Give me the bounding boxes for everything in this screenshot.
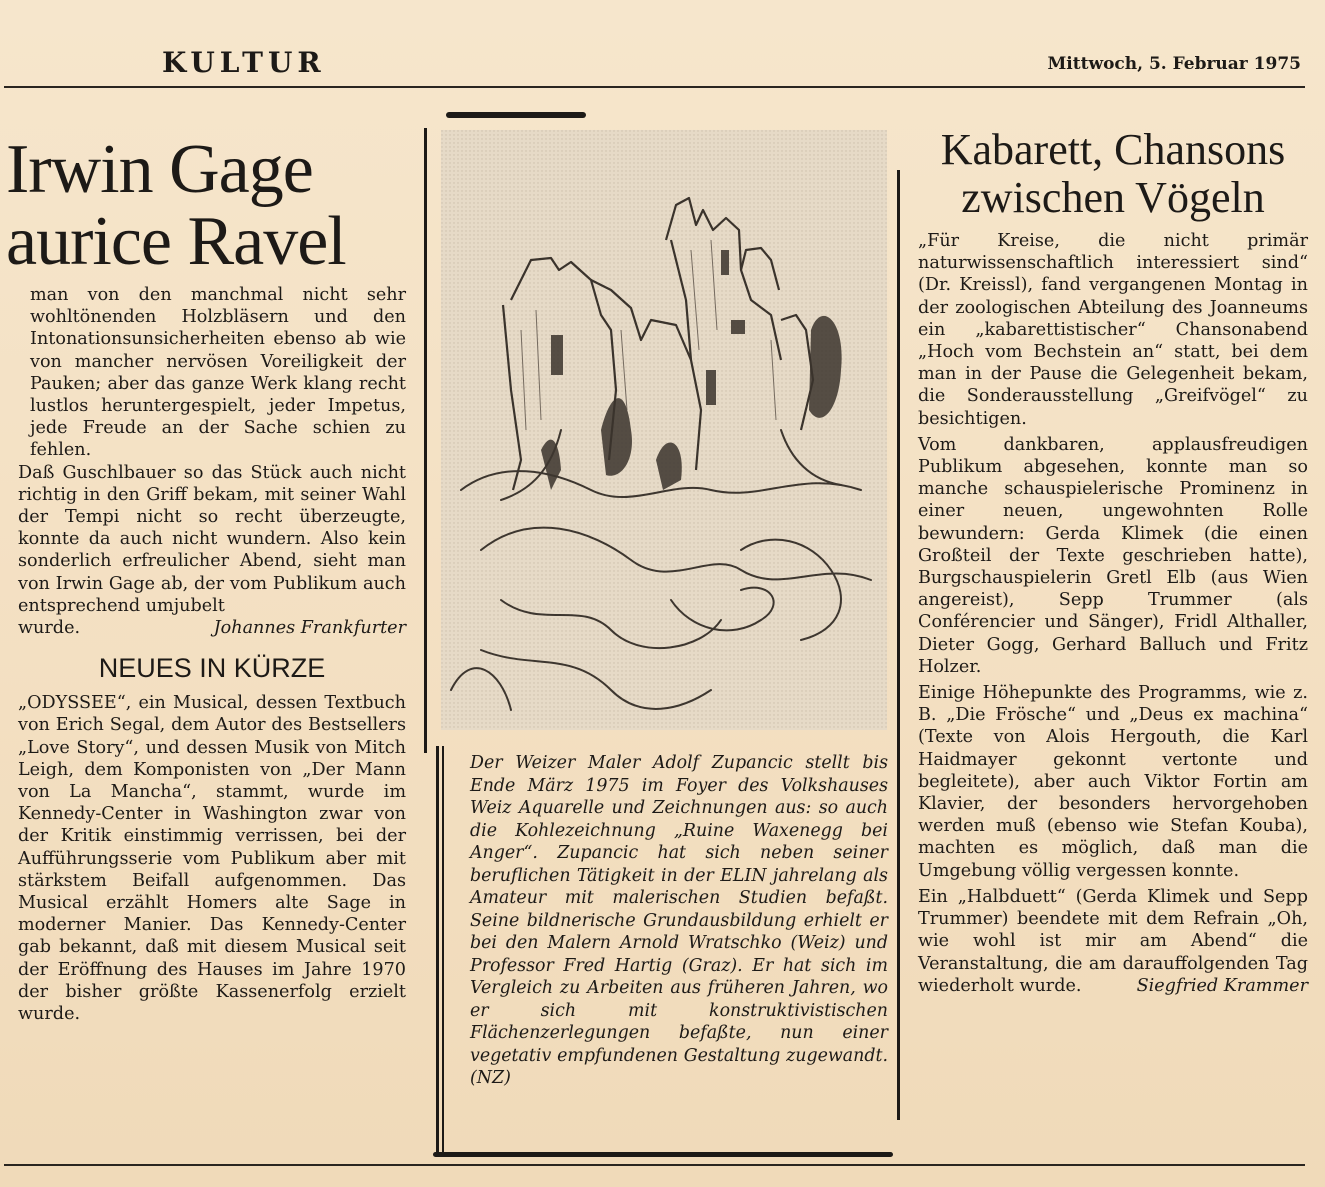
bottom-rule: [4, 1164, 1305, 1166]
left-headline: [6, 134, 406, 278]
left-paragraph: man von den manchmal nicht sehr wohltönenden Holzbläsern und den Intonationsunsicherheiten ebenso ab wie von mancher nervösen Voreiligkeit der Pauken; aber das ganze Werk klang recht lustlos heruntergespielt, jeder Impetus, jede Freude an der Sache schien zu fehlen.: [30, 285, 406, 461]
right-article-body: [918, 230, 1308, 997]
castle-ruin-sketch-icon: [441, 130, 887, 730]
byline-lead: wurde.: [18, 618, 81, 639]
right-paragraph: Vom dankbaren, applausfreudigen Publikum abgesehen, konnte man so manche schauspielerische Prominenz in einer neuen, ungewohnten Rolle bewundern: Gerda Klimek (die einen Großteil der Texte geschrieben hatte), Burgschauspielerin Gretl Elb (aus Wien angereist), Sepp Trummer (als Conférencier und Sänger), Fridl Althaller, Dieter Gogg, Gerhard Balluch und Fritz Holzer.: [918, 434, 1308, 677]
drawing-caption: [470, 752, 888, 1090]
frame-left-line-lower-inner: [442, 746, 444, 1156]
right-headline: [918, 126, 1308, 222]
left-headline-line2: aurice Ravel: [6, 203, 346, 278]
author-siegfried-krammer: Siegfried Krammer: [1136, 975, 1308, 996]
issue-date: Mittwoch, 5. Februar 1975: [1047, 54, 1301, 74]
frame-bottom-bar: [433, 1152, 893, 1157]
author-johannes-frankfurter: Johannes Frankfurter: [213, 618, 406, 639]
news-subheading: NEUES IN KÜRZE: [98, 653, 326, 684]
left-column: [6, 126, 406, 1025]
right-last-paragraph: [918, 886, 1308, 997]
caption-text: Der Weizer Maler Adolf Zupancic stellt bis Ende März 1975 im Foyer des Volkshauses Weiz Aquarelle und Zeichnungen aus: so auch die Kohlezeichnung „Ruine Waxenegg bei Anger“. Zupancic hat sich neben seiner beruflichen Tätigkeit in der ELIN jahrelang als Amateur mit malerischen Studien befaßt. Seine bildnerische Grundausbildung erhielt er bei den Malern Arnold Wratschko (Weiz) und Professor Fred Hartig (Graz). Er hat sich im Vergleich zu Arbeiten aus früheren Jahren, wo er sich mit konstruktivistischen Flächenzerlegungen befaßte, nun einer vegetativ empfundenen Gestaltung zugewandt. (NZ): [470, 753, 888, 1088]
right-paragraph: „Für Kreise, die nicht primär naturwissenschaftlich interessiert sind“ (Dr. Kreissl), fand vergangenen Montag in der zoologischen Abteilung des Joanneums ein „kabarettistischer“ Chansonabend „Hoch vom Bechstein an“ statt, bei dem man in der Pause die Gelegenheit bekam, die Sonderausstellung „Greifvögel“ zu besichtigen.: [918, 231, 1308, 429]
news-paragraph: „ODYSSEE“, ein Musical, dessen Textbuch von Erich Segal, dem Autor des Bestsellers „Love Story“, und dessen Musik von Mitch Leigh, dem Komponisten von „Der Mann von La Mancha“, stammt, wurde im Kennedy-Center in Washington zwar von der Kritik einstimmig verrissen, bei der Aufführungsserie vom Publikum aber mit stärkstem Beifall aufgenommen. Das Musical erzählt Homers alte Sage in moderner Manier. Das Kennedy-Center gab bekannt, daß mit diesem Musical seit der Eröffnung des Hauses im Jahre 1970 der bisher größte Kassenerfolg erzielt wurde.: [18, 693, 406, 1025]
right-column: [918, 126, 1308, 997]
frame-right-line: [897, 170, 900, 1120]
left-byline: [18, 617, 406, 639]
right-paragraph: Einige Höhepunkte des Programms, wie z. B. „Die Frösche“ und „Deus ex machina“ (Texte von Alois Hergouth, die Karl Haidmayer gekonnt vertonte und begleitete), aber auch Viktor Fortin am Klavier, der besonders hervorgehoben werden muß (ebenso wie Stefan Kouba), machten es möglich, daß man die Umgebung völlig vergessen konnte.: [918, 683, 1308, 881]
left-paragraph: Daß Guschlbauer so das Stück auch nicht richtig in den Griff bekam, mit seiner Wahl der Tempi nicht so recht überzeugte, konnte da auch nicht wundern. Also kein sonderlich erfreulicher Abend, sieht man von Irwin Gage ab, der vom Publikum auch entsprechend umjubelt: [18, 462, 406, 616]
right-headline-line1: Kabarett, Chansons: [940, 125, 1286, 174]
header-rule: [4, 86, 1305, 88]
left-article-body: [18, 284, 406, 639]
right-last-paragraph-text: Ein „Halbduett“ (Gerda Klimek und Sepp Trummer) beendete mit dem Refrain „Oh, wie wohl ist mir am Abend“ die Veranstaltung, die am darauffolgenden Tag wiederholt wurde.: [918, 886, 1308, 996]
news-body: [18, 692, 406, 1025]
left-headline-line1: Irwin Gage: [6, 134, 313, 208]
section-title: KULTUR: [162, 46, 326, 79]
right-headline-line2: zwischen Vögeln: [961, 173, 1265, 222]
frame-left-line-lower: [436, 746, 439, 1156]
frame-left-line: [424, 128, 427, 753]
frame-top-bar: [446, 112, 586, 118]
castle-ruin-drawing: [441, 130, 887, 730]
